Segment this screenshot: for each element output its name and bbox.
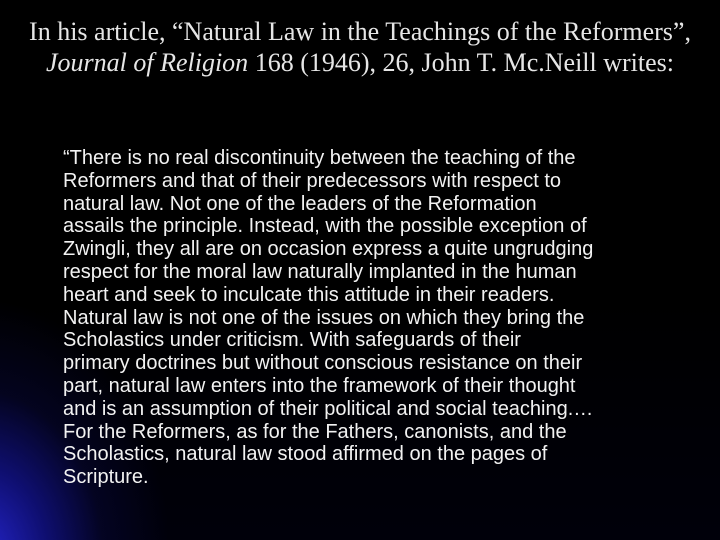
quote-body: “There is no real discontinuity between the teaching of the Reformers and that of their predecessors with respect to natural law. Not one of the leaders of the Reformation assails the principle. Instead, with the possible exception of Zwingli, they all are on occasion express a quite ungrudging respect for the moral law naturally implanted in the human heart and seek to inculcate this attitude in their readers. Natural law is not one of the issues on which they bring the Scholastics under criticism. With safeguards of their primary doctrines but without conscious resistance on their part, natural law enters into the framework of their thought and is an assumption of their political and social teaching.… For the Reformers, as for the Fathers, canonists, and the Scholastics, natural law stood affirmed on the pages of Scripture. (63, 147, 594, 489)
title-text-part1: In his article, “Natural Law in the Teachings of the Reformers”, (29, 17, 691, 46)
journal-name: Journal of Religion (45, 48, 249, 77)
slide-title (20, 16, 700, 78)
title-text-part2: 168 (1946), 26, John T. Mc.Neill writes: (248, 48, 675, 77)
